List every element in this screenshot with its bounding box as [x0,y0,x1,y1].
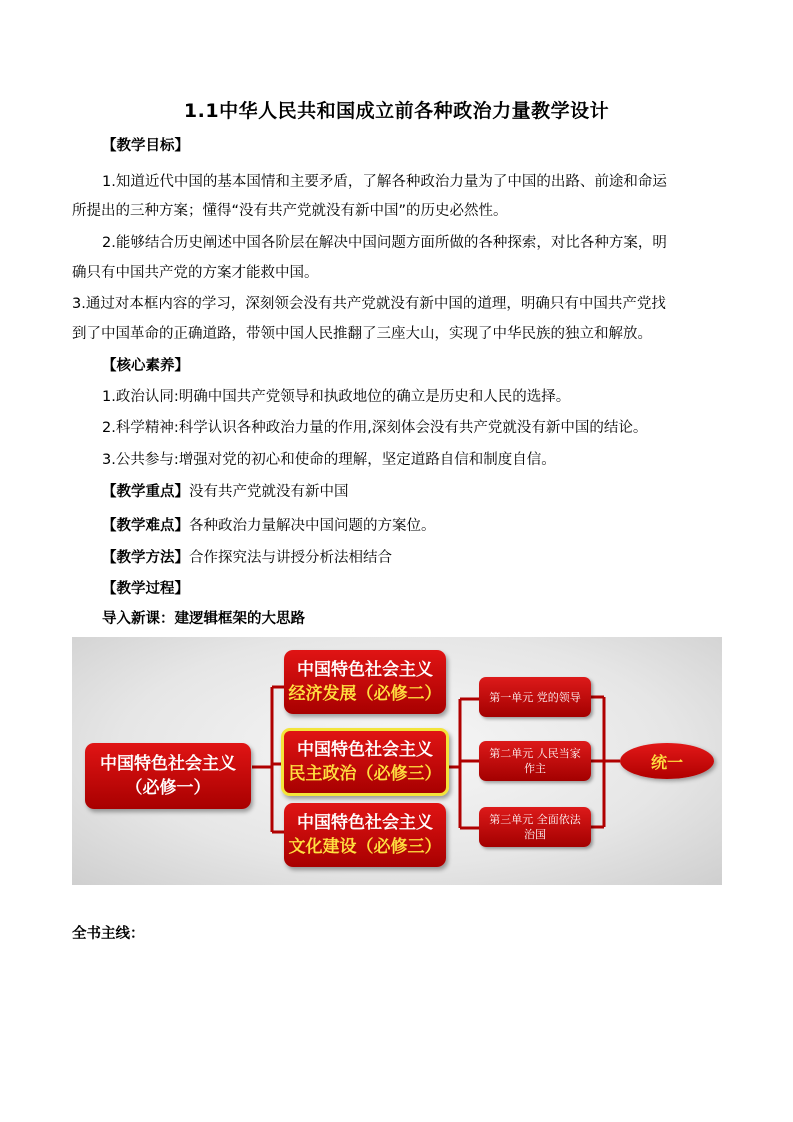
goal-1-line-1: 1.知道近代中国的基本国情和主要矛盾，了解各种政治力量为了中国的出路、前途和命运 [102,174,667,190]
section-head-method: 【教学方法】 [102,550,189,566]
core-item-2: 2.科学精神:科学认识各种政治力量的作用,深刻体会没有共产党就没有新中国的结论。 [102,420,648,436]
unit-box-1: 第一单元 党的领导 [479,677,591,717]
page-title: 1.1中华人民共和国成立前各种政治力量教学设计 [183,100,610,122]
unit-box-3: 第三单元 全面依法治国 [479,807,591,847]
branch-box-culture [284,803,446,867]
key-point-line [102,482,349,502]
branch-box-culture-line-1: 中国特色社会主义 [297,813,433,833]
section-head-core: 【核心素养】 [102,358,189,374]
difficulty-text: 各种政治力量解决中国问题的方案位。 [189,518,436,534]
section-head-difficulty: 【教学难点】 [102,518,189,534]
method-text: 合作探究法与讲授分析法相结合 [189,550,392,566]
intro-heading: 导入新课：建逻辑框架的大思路 [102,611,305,627]
difficulty-line [102,516,436,536]
branch-box-economy-line-1: 中国特色社会主义 [297,660,433,680]
goal-1-line-2: 所提出的三种方案；懂得“没有共产党就没有新中国”的历史必然性。 [72,203,508,219]
root-box [85,743,251,809]
unity-oval: 统一 [620,743,714,779]
goal-3-line-1: 3.通过对本框内容的学习，深刻领会没有共产党就没有新中国的道理，明确只有中国共产党找 [72,296,666,312]
core-item-1: 1.政治认同:明确中国共产党领导和执政地位的确立是历史和人民的选择。 [102,389,571,405]
branch-box-culture-line-2: 文化建设（必修三） [288,837,442,857]
branch-box-politics-line-1: 中国特色社会主义 [297,740,433,760]
goal-3-line-2: 到了中国革命的正确道路，带领中国人民推翻了三座大山，实现了中华民族的独立和解放。 [72,326,652,342]
mainline-heading: 全书主线： [72,926,145,942]
section-head-process: 【教学过程】 [102,581,189,597]
branch-box-economy-line-2: 经济发展（必修二） [288,684,442,704]
branch-box-politics-line-2: 民主政治（必修三） [288,764,442,784]
goal-2-line-1: 2.能够结合历史阐述中国各阶层在解决中国问题方面所做的各种探索，对比各种方案，明 [102,235,667,251]
logic-framework-diagram [72,637,722,885]
key-point-text: 没有共产党就没有新中国 [189,484,349,500]
root-box-line-1: 中国特色社会主义 [100,754,236,774]
branch-box-politics [281,728,449,796]
unit-box-2: 第二单元 人民当家作主 [479,741,591,781]
method-line [102,548,392,568]
section-head-goals: 【教学目标】 [102,138,189,154]
section-head-key: 【教学重点】 [102,484,189,500]
root-box-line-2: （必修一） [125,778,211,798]
goal-2-line-2: 确只有中国共产党的方案才能救中国。 [72,265,319,281]
core-item-3: 3.公共参与:增强对党的初心和使命的理解，坚定道路自信和制度自信。 [102,452,556,468]
branch-box-economy [284,650,446,714]
